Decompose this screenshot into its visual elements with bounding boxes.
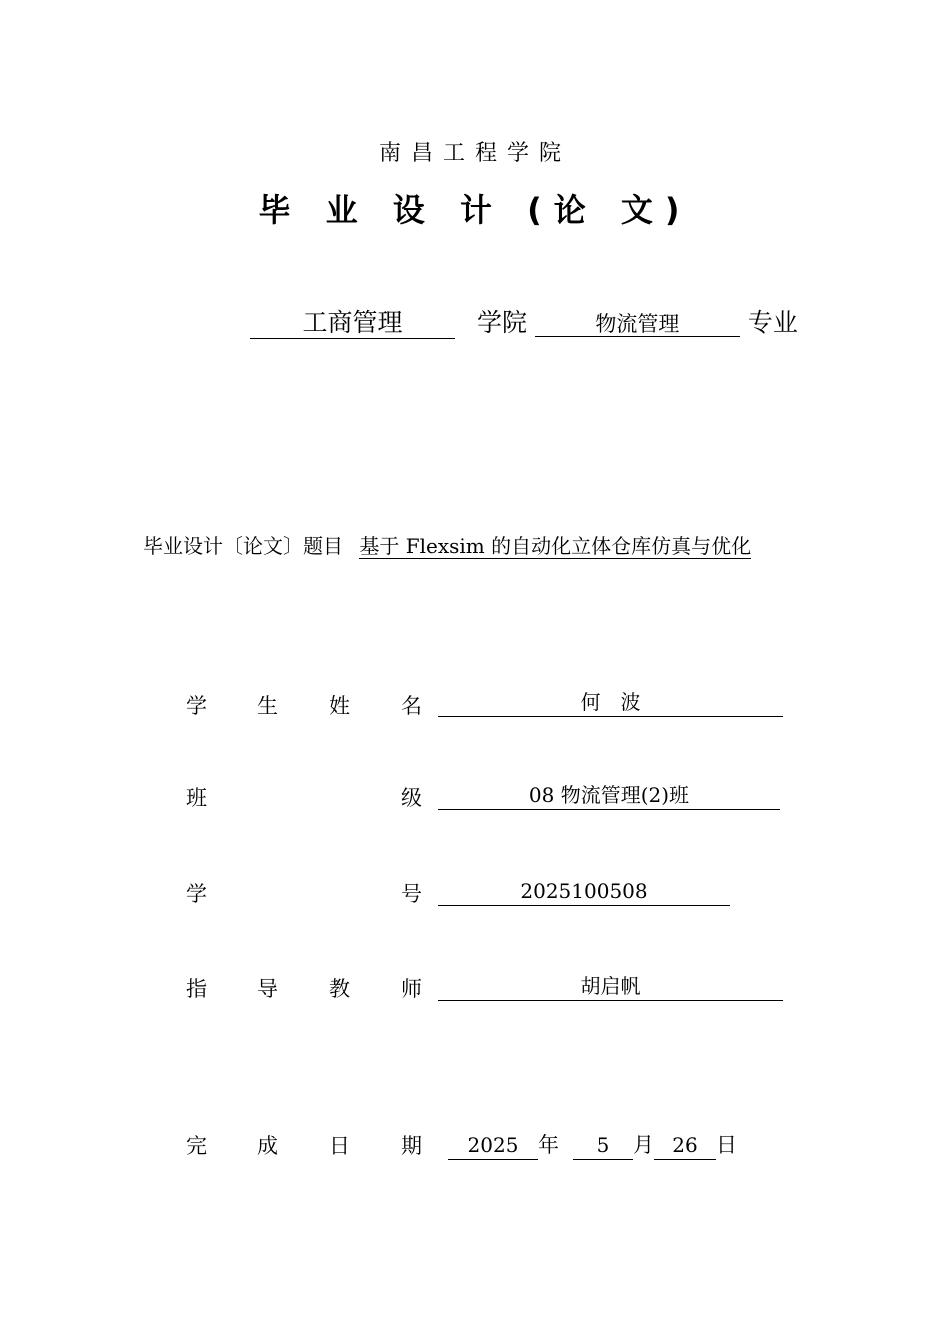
date-year: 2025	[448, 1131, 538, 1160]
date-year-unit: 年	[538, 1133, 559, 1157]
class-value: 08 物流管理(2)班	[438, 781, 780, 810]
college-major-line	[250, 303, 798, 339]
date-day: 26	[654, 1131, 716, 1160]
thesis-topic-line	[143, 530, 751, 559]
major-value: 物流管理	[535, 312, 740, 337]
date-day-unit: 日	[716, 1133, 737, 1157]
document-type-title: 毕 业 设 计 (论 文)	[258, 191, 692, 229]
school-name: 南昌工程学院	[378, 141, 571, 166]
major-suffix: 专业	[747, 308, 798, 337]
college-value: 工商管理	[250, 309, 455, 339]
topic-value: 基于 Flexsim 的自动化立体仓库仿真与优化	[359, 534, 752, 558]
completion-date-value	[448, 1129, 737, 1160]
date-month-unit: 月	[633, 1133, 654, 1157]
student-name-value: 何 波	[438, 688, 783, 717]
date-month: 5	[573, 1131, 633, 1160]
student-id-value: 2025100508	[438, 877, 730, 906]
topic-label: 毕业设计〔论文〕题目	[143, 534, 343, 558]
college-suffix: 学院	[476, 308, 527, 337]
advisor-value: 胡启帆	[438, 972, 783, 1001]
